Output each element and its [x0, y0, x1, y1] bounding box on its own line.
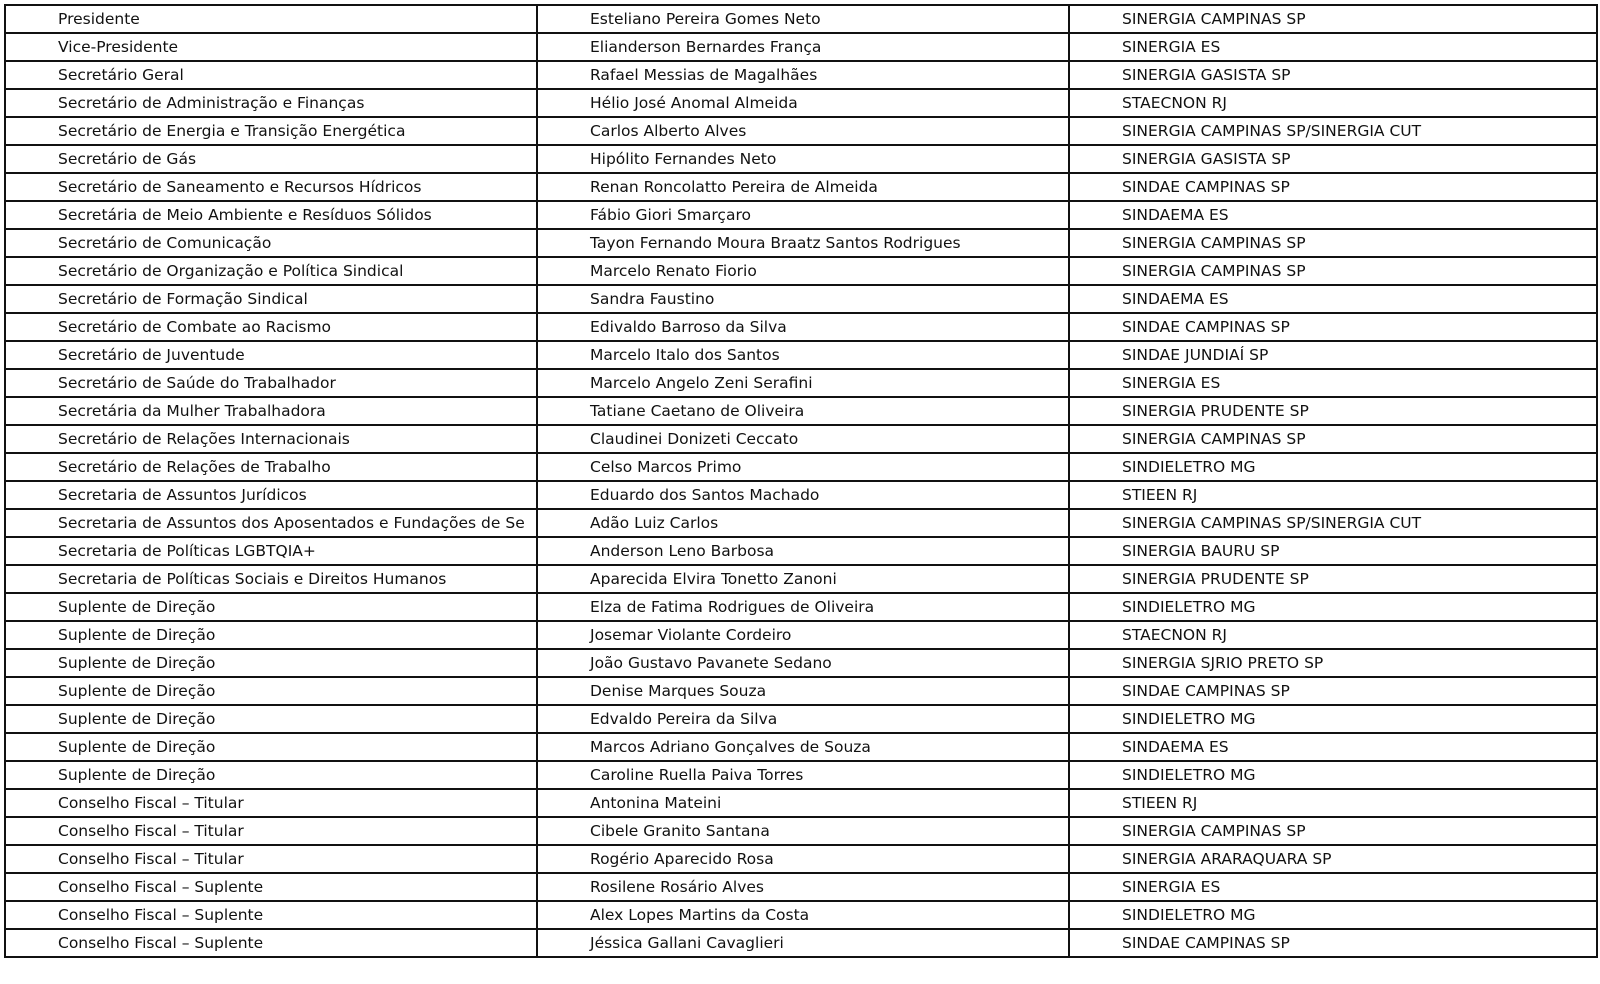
- member-name-cell: Rafael Messias de Magalhães: [537, 61, 1069, 89]
- member-name-cell: Elza de Fatima Rodrigues de Oliveira: [537, 593, 1069, 621]
- union-cell: SINDAE CAMPINAS SP: [1069, 173, 1597, 201]
- union-cell: SINERGIA CAMPINAS SP: [1069, 425, 1597, 453]
- position-cell: Conselho Fiscal – Suplente: [5, 929, 537, 957]
- member-name-cell: Josemar Violante Cordeiro: [537, 621, 1069, 649]
- table-row: [5, 705, 1597, 733]
- union-cell: SINERGIA BAURU SP: [1069, 537, 1597, 565]
- position-cell: Secretário de Gás: [5, 145, 537, 173]
- union-cell: SINDIELETRO MG: [1069, 761, 1597, 789]
- position-cell: Secretaria de Assuntos Jurídicos: [5, 481, 537, 509]
- table-row: [5, 481, 1597, 509]
- position-cell: Secretário de Energia e Transição Energética: [5, 117, 537, 145]
- table-row: [5, 285, 1597, 313]
- member-name-cell: Jéssica Gallani Cavaglieri: [537, 929, 1069, 957]
- union-cell: SINERGIA ARARAQUARA SP: [1069, 845, 1597, 873]
- position-cell: Secretário de Relações Internacionais: [5, 425, 537, 453]
- position-cell: Conselho Fiscal – Titular: [5, 789, 537, 817]
- member-name-cell: Marcelo Italo dos Santos: [537, 341, 1069, 369]
- position-cell: Secretário de Relações de Trabalho: [5, 453, 537, 481]
- position-cell: Suplente de Direção: [5, 705, 537, 733]
- table-row: [5, 5, 1597, 33]
- table-row: [5, 901, 1597, 929]
- member-name-cell: Carlos Alberto Alves: [537, 117, 1069, 145]
- member-name-cell: Marcos Adriano Gonçalves de Souza: [537, 733, 1069, 761]
- union-cell: SINDAE CAMPINAS SP: [1069, 313, 1597, 341]
- position-cell: Secretário de Formação Sindical: [5, 285, 537, 313]
- table-row: [5, 145, 1597, 173]
- union-cell: SINERGIA CAMPINAS SP: [1069, 5, 1597, 33]
- table-row: [5, 929, 1597, 957]
- member-name-cell: Celso Marcos Primo: [537, 453, 1069, 481]
- table-row: [5, 229, 1597, 257]
- union-cell: SINDIELETRO MG: [1069, 901, 1597, 929]
- member-name-cell: Tatiane Caetano de Oliveira: [537, 397, 1069, 425]
- table-row: [5, 313, 1597, 341]
- union-cell: SINDAE JUNDIAÍ SP: [1069, 341, 1597, 369]
- member-name-cell: Tayon Fernando Moura Braatz Santos Rodrigues: [537, 229, 1069, 257]
- union-cell: SINERGIA CAMPINAS SP: [1069, 817, 1597, 845]
- table-row: [5, 677, 1597, 705]
- position-cell: Suplente de Direção: [5, 649, 537, 677]
- table-row: [5, 649, 1597, 677]
- union-cell: SINERGIA ES: [1069, 33, 1597, 61]
- member-name-cell: Claudinei Donizeti Ceccato: [537, 425, 1069, 453]
- union-cell: SINERGIA ES: [1069, 873, 1597, 901]
- position-cell: Secretaria de Políticas LGBTQIA+: [5, 537, 537, 565]
- board-table-body: [5, 5, 1597, 957]
- position-cell: Suplente de Direção: [5, 733, 537, 761]
- union-cell: STIEEN RJ: [1069, 789, 1597, 817]
- union-cell: SINDAE CAMPINAS SP: [1069, 929, 1597, 957]
- table-row: [5, 789, 1597, 817]
- table-row: [5, 425, 1597, 453]
- union-cell: STAECNON RJ: [1069, 89, 1597, 117]
- position-cell: Vice-Presidente: [5, 33, 537, 61]
- table-row: [5, 537, 1597, 565]
- position-cell: Secretário de Organização e Política Sindical: [5, 257, 537, 285]
- table-row: [5, 201, 1597, 229]
- member-name-cell: Eduardo dos Santos Machado: [537, 481, 1069, 509]
- position-cell: Secretário de Saneamento e Recursos Hídricos: [5, 173, 537, 201]
- position-cell: Secretário de Administração e Finanças: [5, 89, 537, 117]
- position-cell: Secretário Geral: [5, 61, 537, 89]
- table-row: [5, 33, 1597, 61]
- union-cell: SINERGIA GASISTA SP: [1069, 145, 1597, 173]
- member-name-cell: Sandra Faustino: [537, 285, 1069, 313]
- position-cell: Secretário de Combate ao Racismo: [5, 313, 537, 341]
- position-cell: Secretário de Comunicação: [5, 229, 537, 257]
- table-row: [5, 453, 1597, 481]
- position-cell: Suplente de Direção: [5, 621, 537, 649]
- member-name-cell: Hipólito Fernandes Neto: [537, 145, 1069, 173]
- position-cell: Secretaria de Políticas Sociais e Direitos Humanos: [5, 565, 537, 593]
- position-cell: Conselho Fiscal – Titular: [5, 817, 537, 845]
- table-row: [5, 817, 1597, 845]
- union-cell: STIEEN RJ: [1069, 481, 1597, 509]
- member-name-cell: Edivaldo Barroso da Silva: [537, 313, 1069, 341]
- union-cell: SINDAEMA ES: [1069, 285, 1597, 313]
- member-name-cell: Fábio Giori Smarçaro: [537, 201, 1069, 229]
- union-cell: SINERGIA CAMPINAS SP/SINERGIA CUT: [1069, 509, 1597, 537]
- union-cell: SINERGIA CAMPINAS SP: [1069, 229, 1597, 257]
- member-name-cell: Anderson Leno Barbosa: [537, 537, 1069, 565]
- table-row: [5, 61, 1597, 89]
- union-cell: SINDIELETRO MG: [1069, 705, 1597, 733]
- table-row: [5, 593, 1597, 621]
- member-name-cell: Rogério Aparecido Rosa: [537, 845, 1069, 873]
- position-cell: Conselho Fiscal – Suplente: [5, 901, 537, 929]
- table-row: [5, 341, 1597, 369]
- position-cell: Suplente de Direção: [5, 593, 537, 621]
- position-cell: Secretário de Juventude: [5, 341, 537, 369]
- position-cell: Presidente: [5, 5, 537, 33]
- union-cell: SINDAE CAMPINAS SP: [1069, 677, 1597, 705]
- table-row: [5, 761, 1597, 789]
- position-cell: Secretaria de Assuntos dos Aposentados e Fundações de Se: [5, 509, 537, 537]
- position-cell: Secretária de Meio Ambiente e Resíduos Sólidos: [5, 201, 537, 229]
- table-row: [5, 173, 1597, 201]
- board-table: [4, 4, 1598, 958]
- position-cell: Conselho Fiscal – Titular: [5, 845, 537, 873]
- position-cell: Secretária da Mulher Trabalhadora: [5, 397, 537, 425]
- union-cell: STAECNON RJ: [1069, 621, 1597, 649]
- union-cell: SINERGIA PRUDENTE SP: [1069, 565, 1597, 593]
- member-name-cell: Caroline Ruella Paiva Torres: [537, 761, 1069, 789]
- union-cell: SINDAEMA ES: [1069, 733, 1597, 761]
- table-row: [5, 369, 1597, 397]
- position-cell: Secretário de Saúde do Trabalhador: [5, 369, 537, 397]
- union-cell: SINERGIA CAMPINAS SP: [1069, 257, 1597, 285]
- member-name-cell: Hélio José Anomal Almeida: [537, 89, 1069, 117]
- union-cell: SINDIELETRO MG: [1069, 453, 1597, 481]
- position-cell: Conselho Fiscal – Suplente: [5, 873, 537, 901]
- union-cell: SINDIELETRO MG: [1069, 593, 1597, 621]
- union-cell: SINERGIA SJRIO PRETO SP: [1069, 649, 1597, 677]
- position-cell: Suplente de Direção: [5, 677, 537, 705]
- table-row: [5, 257, 1597, 285]
- member-name-cell: Marcelo Renato Fiorio: [537, 257, 1069, 285]
- member-name-cell: Aparecida Elvira Tonetto Zanoni: [537, 565, 1069, 593]
- table-row: [5, 117, 1597, 145]
- member-name-cell: Renan Roncolatto Pereira de Almeida: [537, 173, 1069, 201]
- member-name-cell: Rosilene Rosário Alves: [537, 873, 1069, 901]
- member-name-cell: Antonina Mateini: [537, 789, 1069, 817]
- union-cell: SINERGIA PRUDENTE SP: [1069, 397, 1597, 425]
- table-row: [5, 397, 1597, 425]
- member-name-cell: Esteliano Pereira Gomes Neto: [537, 5, 1069, 33]
- union-cell: SINERGIA CAMPINAS SP/SINERGIA CUT: [1069, 117, 1597, 145]
- union-cell: SINERGIA GASISTA SP: [1069, 61, 1597, 89]
- member-name-cell: Alex Lopes Martins da Costa: [537, 901, 1069, 929]
- union-cell: SINDAEMA ES: [1069, 201, 1597, 229]
- table-row: [5, 873, 1597, 901]
- table-row: [5, 845, 1597, 873]
- member-name-cell: Cibele Granito Santana: [537, 817, 1069, 845]
- table-row: [5, 621, 1597, 649]
- member-name-cell: Denise Marques Souza: [537, 677, 1069, 705]
- position-cell: Suplente de Direção: [5, 761, 537, 789]
- table-row: [5, 565, 1597, 593]
- member-name-cell: Elianderson Bernardes França: [537, 33, 1069, 61]
- member-name-cell: Marcelo Angelo Zeni Serafini: [537, 369, 1069, 397]
- member-name-cell: Adão Luiz Carlos: [537, 509, 1069, 537]
- member-name-cell: João Gustavo Pavanete Sedano: [537, 649, 1069, 677]
- union-cell: SINERGIA ES: [1069, 369, 1597, 397]
- table-row: [5, 89, 1597, 117]
- table-row: [5, 733, 1597, 761]
- table-row: [5, 509, 1597, 537]
- member-name-cell: Edvaldo Pereira da Silva: [537, 705, 1069, 733]
